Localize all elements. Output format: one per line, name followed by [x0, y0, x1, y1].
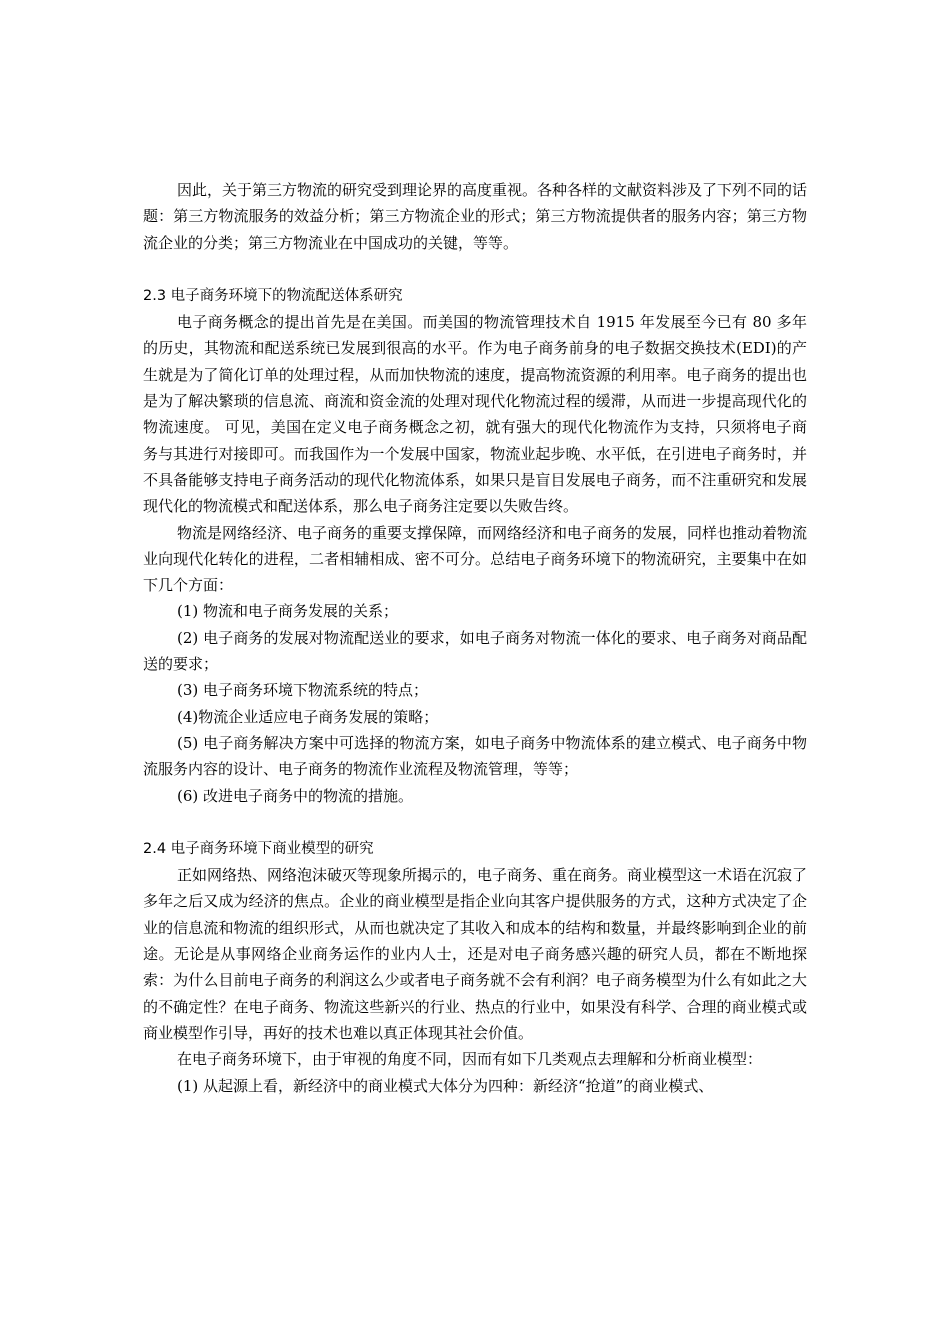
section-2-3-list-item: (5) 电子商务解决方案中可选择的物流方案，如电子商务中物流体系的建立模式、电子商务中物流服务内容的设计、电子商务的物流作业流程及物流管理，等等；	[143, 733, 807, 779]
section-2-3-list-item: (4)物流企业适应电子商务发展的策略；	[177, 707, 439, 726]
section-2-3-paragraph: 电子商务概念的提出首先是在美国。而美国的物流管理技术自 1915 年发展至今已有 80 多年的历史，其物流和配送系统已发展到很高的水平。作为电子商务前身的电子数据交换技术(EDI)的产生就是为了简化订单的处理过程，从而加快物流的速度，提高物流资源的利用率。电子商务的提出也是为了解决繁琐的信息流、商流和资金流的处理对现代化物流过程的缓滞，从而进一步提高现代化的物流速度。 可见，美国在定义电子商务概念之初，就有强大的现代化物流作为支持，只须将电子商务与其进行对接即可。而我国作为一个发展中国家，物流业起步晚、水平低，在引进电子商务时，并不具备能够支持电子商务活动的现代化物流体系，如果只是盲目发展电子商务，而不注重研究和发展现代化的物流模式和配送体系，那么电子商务注定要以失败告终。	[143, 313, 807, 516]
section-gap	[143, 809, 807, 836]
section-2-3-list-item: (6) 改进电子商务中的物流的措施。	[177, 786, 414, 805]
section-2-3-list-item: (2) 电子商务的发展对物流配送业的要求，如电子商务对物流一体化的要求、电子商务对商品配送的要求；	[143, 628, 807, 674]
section-2-4-paragraph: 正如网络热、网络泡沫破灭等现象所揭示的，电子商务、重在商务。商业模型这一术语在沉寂了多年之后又成为经济的焦点。企业的商业模型是指企业向其客户提供服务的方式，这种方式决定了企业的信息流和物流的组织形式，从而也就决定了其收入和成本的结构和数量，并最终影响到企业的前途。无论是从事网络企业商务运作的业内人士，还是对电子商务感兴趣的研究人员，都在不断地探索：为什么目前电子商务的利润这么少或者电子商务就不会有利润？电子商务模型为什么有如此之大的不确定性？在电子商务、物流这些新兴的行业、热点的行业中，如果没有科学、合理的商业模式或商业模型作引导，再好的技术也难以真正体现其社会价值。	[143, 866, 808, 1042]
section-2-4-paragraph: 在电子商务环境下，由于审视的角度不同，因而有如下几类观点去理解和分析商业模型：	[177, 1050, 763, 1069]
document-page	[143, 177, 807, 1099]
section-2-3-list-item: (3) 电子商务环境下物流系统的特点；	[177, 681, 429, 700]
section-2-4-list-item: (1) 从起源上看，新经济中的商业模式大体分为四种：新经济“抢道”的商业模式、	[177, 1076, 714, 1095]
section-gap	[143, 256, 807, 283]
intro-paragraph: 因此，关于第三方物流的研究受到理论界的高度重视。各种各样的文献资料涉及了下列不同的话题：第三方物流服务的效益分析；第三方物流企业的形式；第三方物流提供者的服务内容；第三方物流企业的分类；第三方物流业在中国成功的关键，等等。	[143, 181, 808, 252]
section-2-3-paragraph: 物流是网络经济、电子商务的重要支撑保障，而网络经济和电子商务的发展，同样也推动着物流业向现代化转化的进程，二者相辅相成、密不可分。总结电子商务环境下的物流研究，主要集中在如下几个方面：	[143, 523, 808, 595]
section-2-3-heading: 2.3 电子商务环境下的物流配送体系研究	[143, 287, 403, 304]
section-2-3-list-item: (1) 物流和电子商务发展的关系；	[177, 602, 399, 621]
section-2-4-heading: 2.4 电子商务环境下商业模型的研究	[143, 840, 374, 857]
